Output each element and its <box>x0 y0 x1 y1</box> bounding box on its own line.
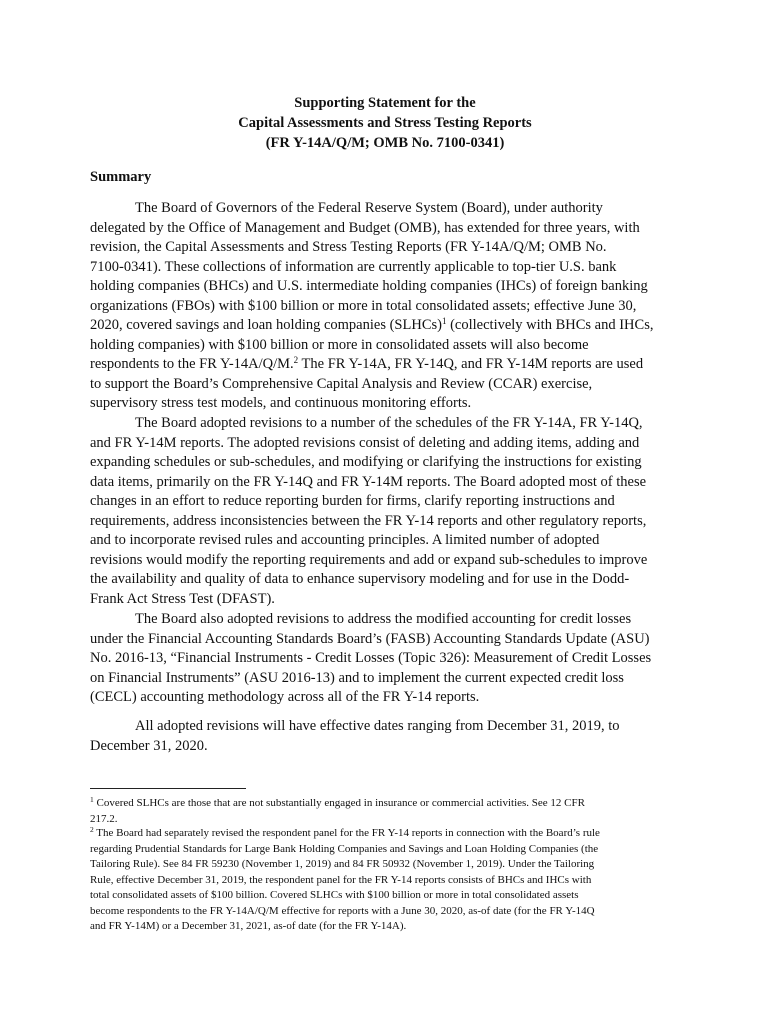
text-line <box>90 258 680 278</box>
text-line <box>90 453 680 473</box>
footnote <box>90 826 690 935</box>
text-line <box>90 796 690 812</box>
text-line <box>90 812 690 828</box>
text-line <box>90 199 680 219</box>
text-segment: The Board adopted revisions to a number of the schedules of the FR Y-14A, FR Y-14Q, <box>135 415 643 431</box>
text-line <box>90 238 680 258</box>
text-segment: delegated by the Office of Management and Budget (OMB), has extended for three years, with <box>90 219 640 236</box>
text-segment: holding companies) with $100 billion or more in consolidated assets will also become <box>90 336 589 353</box>
paragraph <box>90 717 680 756</box>
text-line <box>90 669 680 689</box>
text-segment: All adopted revisions will have effective dates ranging from December 31, 2019, to <box>135 718 620 734</box>
text-segment: become respondents to the FR Y-14A/Q/M effective for reports with a June 30, 2020, as-of date (for the FR Y-14Q <box>90 904 595 917</box>
text-segment: respondents to the FR Y-14A/Q/M. <box>90 356 294 372</box>
text-segment: and FR Y-14M reports. The adopted revisions consist of deleting and adding items, adding and <box>90 434 640 451</box>
text-line <box>90 277 680 297</box>
text-line <box>90 630 680 650</box>
footnote-marker: 2 <box>293 355 299 365</box>
text-segment: Covered SLHCs are those that are not substantially engaged in insurance or commercial activities. See 12 CFR <box>93 797 585 809</box>
text-line <box>90 316 680 336</box>
text-segment: revisions would modify the reporting requirements and add or expand sub-schedules to improve <box>90 551 648 568</box>
text-segment: (collectively with BHCs and IHCs, <box>446 317 654 333</box>
text-line <box>90 336 680 356</box>
text-line <box>90 842 690 858</box>
text-line <box>90 355 680 375</box>
text-segment: data items, primarily on the FR Y-14Q and FR Y-14M reports. The Board adopted most of these <box>90 473 647 490</box>
text-segment: and to incorporate revised rules and accounting principles. A limited number of adopted <box>90 532 600 548</box>
text-line <box>90 873 690 889</box>
text-line <box>90 717 680 737</box>
text-segment: the availability and quality of data to enhance supervisory modeling and for use in the Dodd- <box>90 571 630 587</box>
text-line <box>90 375 680 395</box>
text-segment: (CECL) accounting methodology across all of the FR Y-14 reports. <box>90 689 480 705</box>
footnote <box>90 796 690 827</box>
paragraph <box>90 610 680 708</box>
text-segment: total consolidated assets of $100 billion. Covered SLHCs with $100 billion or more in total consolidated assets <box>90 889 579 901</box>
text-segment: under the Financial Accounting Standards Board’s (FASB) Accounting Standards Update (ASU) <box>90 630 650 647</box>
text-line <box>90 826 690 842</box>
text-segment: 7100-0341). These collections of information are currently applicable to top-tier U.S. bank <box>90 258 617 275</box>
text-line <box>90 888 690 904</box>
text-line <box>90 688 680 708</box>
footnote-marker: 1 <box>90 795 94 804</box>
text-line <box>90 610 680 630</box>
text-line <box>90 414 680 434</box>
text-segment: Frank Act Stress Test (DFAST). <box>90 590 275 607</box>
text-line <box>90 394 680 414</box>
text-line <box>90 737 680 757</box>
text-segment: revision, the Capital Assessments and Stress Testing Reports (FR Y-14A/Q/M; OMB No. <box>90 239 607 255</box>
text-line <box>90 219 680 239</box>
text-segment: The Board had separately revised the respondent panel for the FR Y-14 reports in connection with the Board’s rule <box>93 827 600 839</box>
text-line <box>90 297 680 317</box>
text-segment: The Board of Governors of the Federal Reserve System (Board), under authority <box>135 200 603 216</box>
title-line: Capital Assessments and Stress Testing Reports <box>238 115 532 131</box>
title-line: Supporting Statement for the <box>294 95 476 111</box>
paragraph <box>90 414 680 609</box>
footnote-marker: 1 <box>441 316 447 326</box>
text-segment: expanding schedules or sub-schedules, and modifying or clarifying the instructions for existing <box>90 454 642 470</box>
footnote-separator <box>90 788 246 789</box>
text-line <box>90 904 690 920</box>
text-segment: The FR Y-14A, FR Y-14Q, and FR Y-14M reports are used <box>298 356 644 372</box>
text-line <box>90 492 680 512</box>
paragraph <box>90 199 680 414</box>
section-heading-summary: Summary <box>90 169 152 185</box>
text-segment: holding companies (BHCs) and U.S. intermediate holding companies (IHCs) of foreign banking <box>90 278 648 294</box>
text-segment: 2020, covered savings and loan holding companies (SLHCs) <box>90 317 442 333</box>
text-segment: No. 2016-13, “Financial Instruments - Credit Losses (Topic 326): Measurement of Credit Losses <box>90 650 652 666</box>
text-line <box>90 570 680 590</box>
text-line <box>90 551 680 571</box>
text-segment: The Board also adopted revisions to address the modified accounting for credit losses <box>135 611 632 627</box>
title-line: (FR Y-14A/Q/M; OMB No. 7100-0341) <box>265 135 505 151</box>
text-line <box>90 649 680 669</box>
text-segment: Tailoring Rule). See 84 FR 59230 (November 1, 2019) and 84 FR 50932 (November 1, 2019). Under the Tailoring <box>90 858 595 870</box>
text-segment: to support the Board’s Comprehensive Capital Analysis and Review (CCAR) exercise, <box>90 375 593 392</box>
text-segment: on Financial Instruments” (ASU 2016-13) and to implement the current expected credit loss <box>90 669 624 686</box>
text-segment: requirements, address inconsistencies between the FR Y-14 reports and other regulatory reports, <box>90 512 647 529</box>
text-line <box>90 857 690 873</box>
text-segment: changes in an effort to reduce reporting burden for firms, clarify reporting instructions and <box>90 493 615 509</box>
text-line <box>90 590 680 610</box>
text-line <box>90 434 680 454</box>
text-segment: organizations (FBOs) with $100 billion or more in total consolidated assets; effective June 30, <box>90 297 637 314</box>
footnote-marker: 2 <box>90 825 94 834</box>
text-segment: December 31, 2020. <box>90 737 208 754</box>
text-segment: Rule, effective December 31, 2019, the respondent panel for the FR Y-14 reports consists of BHCs and IHCs with <box>90 873 592 886</box>
text-line <box>90 512 680 532</box>
text-line <box>90 473 680 493</box>
text-segment: regarding Prudential Standards for Large Bank Holding Companies and Savings and Loan Holding Companies (the <box>90 842 599 855</box>
text-segment: and FR Y-14M) or a December 31, 2021, as-of date (for the FR Y-14A). <box>90 920 407 932</box>
text-line <box>90 919 690 935</box>
document-title <box>90 93 680 153</box>
text-line <box>90 531 680 551</box>
text-segment: supervisory stress test models, and continuous monitoring efforts. <box>90 395 472 411</box>
text-segment: 217.2. <box>90 812 118 825</box>
